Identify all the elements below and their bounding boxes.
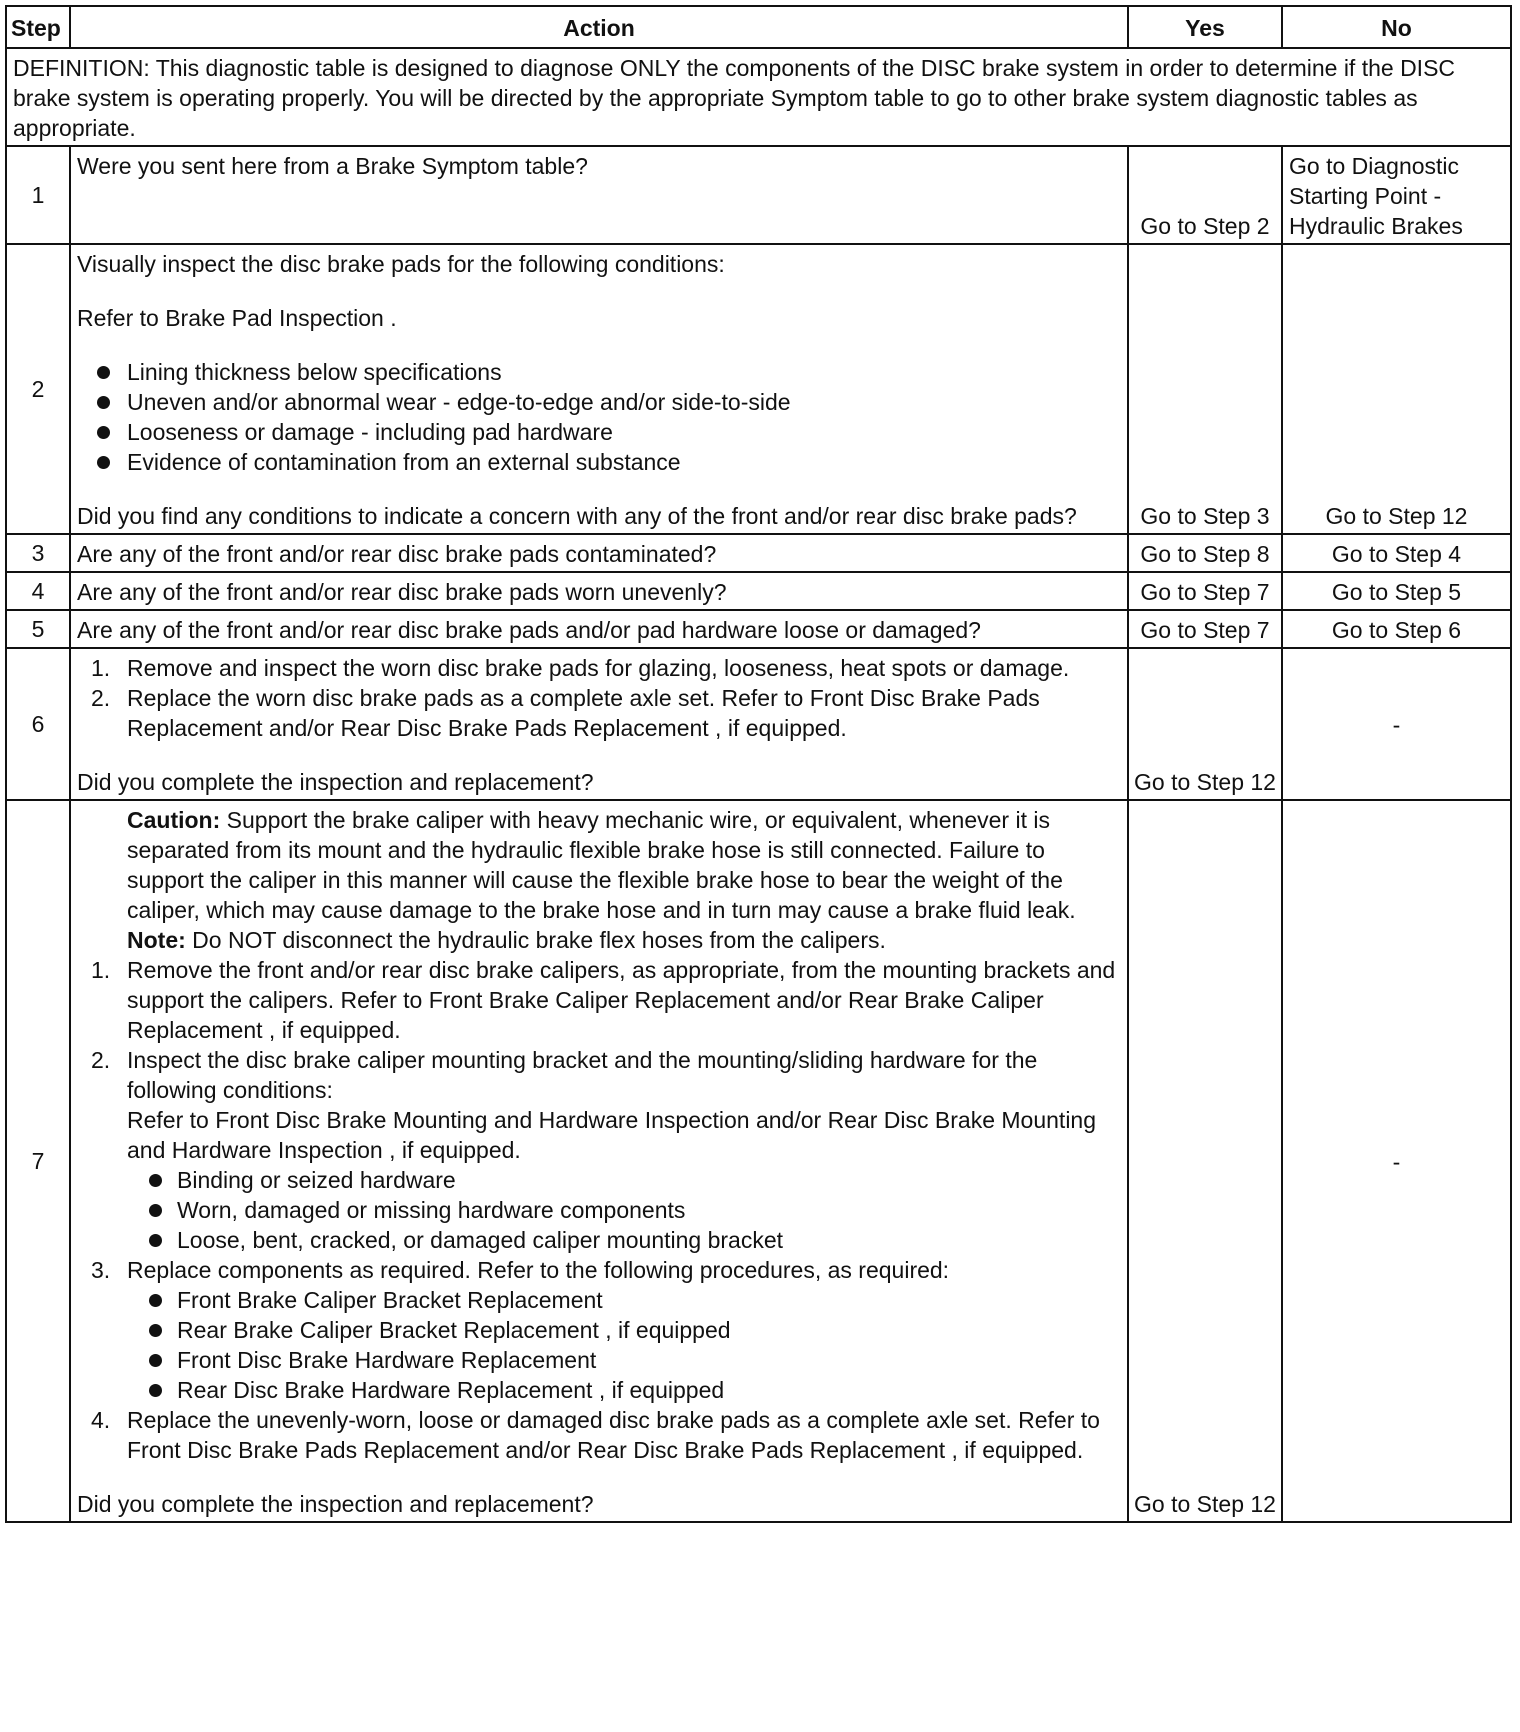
list-item: Front Disc Brake Hardware Replacement (127, 1345, 1121, 1375)
header-no: No (1282, 6, 1511, 48)
step-7-procedure-list (77, 955, 1121, 1465)
item-text: Inspect the disc brake caliper mounting bracket and the mounting/sliding hardware for the following conditions: (127, 1047, 1038, 1103)
note-text: Do NOT disconnect the hydraulic brake flex hoses from the calipers. (185, 927, 886, 953)
header-yes: Yes (1128, 6, 1282, 48)
step-1-no: Go to Diagnostic Starting Point - Hydraulic Brakes (1282, 146, 1511, 244)
definition-text: DEFINITION: This diagnostic table is designed to diagnose ONLY the components of the DISC brake system in order to determine if the DISC brake system is operating properly. You will be directed by the appropriate Symptom table to go to other brake system diagnostic tables as appropriate. (6, 48, 1511, 146)
diagnostic-table (5, 5, 1512, 1523)
item-refer: Refer to Front Disc Brake Mounting and Hardware Inspection and/or Rear Disc Brake Mounting and Hardware Inspection , if equipped. (127, 1107, 1097, 1163)
step-3-question: Are any of the front and/or rear disc brake pads contaminated? (70, 534, 1128, 572)
caution-note (77, 805, 1121, 925)
step-6-question: Did you complete the inspection and replacement? (77, 769, 594, 795)
list-item (77, 653, 1121, 683)
step-number: 5 (6, 610, 70, 648)
item-number: 2. (91, 1047, 111, 1073)
step-3-no: Go to Step 4 (1282, 534, 1511, 572)
step-2-action (70, 244, 1128, 534)
step-6-procedure-list (77, 653, 1121, 743)
list-item: Rear Disc Brake Hardware Replacement , if equipped (127, 1375, 1121, 1405)
table-row-step-6 (6, 648, 1511, 800)
step-2-no: Go to Step 12 (1282, 244, 1511, 534)
step-7-no: - (1282, 800, 1511, 1522)
list-item: Lining thickness below specifications (97, 357, 1121, 387)
list-item: Rear Brake Caliper Bracket Replacement , if equipped (127, 1315, 1121, 1345)
step-5-no: Go to Step 6 (1282, 610, 1511, 648)
step-number: 3 (6, 534, 70, 572)
item-text: Replace the worn disc brake pads as a complete axle set. Refer to Front Disc Brake Pads Replacement and/or Rear Disc Brake Pads Replacement , if equipped. (127, 685, 1040, 741)
item-number: 1. (91, 957, 111, 983)
step-1-question: Were you sent here from a Brake Symptom table? (77, 153, 588, 179)
item-number: 4. (91, 1407, 111, 1433)
table-row-step-4 (6, 572, 1511, 610)
header-action: Action (70, 6, 1128, 48)
step-number: 6 (6, 648, 70, 800)
list-item (77, 955, 1121, 1045)
step-number: 7 (6, 800, 70, 1522)
header-step: Step (6, 6, 70, 48)
step-6-no: - (1282, 648, 1511, 800)
table-row-step-5 (6, 610, 1511, 648)
list-item (77, 1405, 1121, 1465)
note-label: Note: (127, 927, 186, 953)
table-row-step-7 (6, 800, 1511, 1522)
step-7-action (70, 800, 1128, 1522)
item-text: Replace components as required. Refer to the following procedures, as required: (127, 1257, 950, 1283)
header-row (6, 6, 1511, 48)
step-number: 4 (6, 572, 70, 610)
step-number: 2 (6, 244, 70, 534)
table-row-step-3 (6, 534, 1511, 572)
list-item: Looseness or damage - including pad hardware (97, 417, 1121, 447)
item-text: Remove the front and/or rear disc brake calipers, as appropriate, from the mounting brackets and support the calipers. Refer to Front Brake Caliper Replacement and/or Rear Brake Caliper Replacement , if equipped. (127, 957, 1116, 1043)
table-row-step-1 (6, 146, 1511, 244)
step-number: 1 (6, 146, 70, 244)
item-text: Remove and inspect the worn disc brake pads for glazing, looseness, heat spots or damage. (127, 655, 1070, 681)
caution-text: Support the brake caliper with heavy mechanic wire, or equivalent, whenever it is separated from its mount and the hydraulic flexible brake hose is still connected. Failure to support the caliper in this manner will cause the flexible brake hose to bear the weight of the caliper, which may cause damage to the brake hose and in turn may cause a brake fluid leak. (127, 807, 1076, 923)
step-7-yes: Go to Step 12 (1128, 800, 1282, 1522)
step-5-question: Are any of the front and/or rear disc brake pads and/or pad hardware loose or damaged? (70, 610, 1128, 648)
caution-label: Caution: (127, 807, 221, 833)
table-row-step-2 (6, 244, 1511, 534)
step-6-yes: Go to Step 12 (1128, 648, 1282, 800)
procedure-sublist (127, 1285, 1121, 1405)
step-5-yes: Go to Step 7 (1128, 610, 1282, 648)
step-4-yes: Go to Step 7 (1128, 572, 1282, 610)
list-item: Front Brake Caliper Bracket Replacement (127, 1285, 1121, 1315)
list-item (77, 683, 1121, 743)
list-item: Uneven and/or abnormal wear - edge-to-edge and/or side-to-side (97, 387, 1121, 417)
step-4-question: Are any of the front and/or rear disc brake pads worn unevenly? (70, 572, 1128, 610)
step-2-intro: Visually inspect the disc brake pads for the following conditions: (77, 251, 725, 277)
step-7-question: Did you complete the inspection and replacement? (77, 1491, 594, 1517)
step-4-no: Go to Step 5 (1282, 572, 1511, 610)
list-item: Evidence of contamination from an external substance (97, 447, 1121, 477)
definition-row (6, 48, 1511, 146)
step-2-refer: Refer to Brake Pad Inspection . (77, 305, 397, 331)
diagnostic-table-page (5, 5, 1510, 1523)
step-2-yes: Go to Step 3 (1128, 244, 1282, 534)
list-item (77, 1045, 1121, 1255)
step-2-condition-list (77, 357, 1121, 477)
list-item: Worn, damaged or missing hardware components (127, 1195, 1121, 1225)
step-2-question: Did you find any conditions to indicate a concern with any of the front and/or rear disc brake pads? (77, 503, 1077, 529)
step-1-yes: Go to Step 2 (1128, 146, 1282, 244)
step-3-yes: Go to Step 8 (1128, 534, 1282, 572)
item-number: 3. (91, 1257, 111, 1283)
list-item: Binding or seized hardware (127, 1165, 1121, 1195)
note (77, 925, 1121, 955)
list-item (77, 1255, 1121, 1405)
step-1-action (70, 146, 1128, 244)
item-number: 1. (91, 655, 111, 681)
item-number: 2. (91, 685, 111, 711)
condition-sublist (127, 1165, 1121, 1255)
item-text: Replace the unevenly-worn, loose or damaged disc brake pads as a complete axle set. Refer to Front Disc Brake Pads Replacement and/or Rear Disc Brake Pads Replacement , if equipped. (127, 1407, 1100, 1463)
list-item: Loose, bent, cracked, or damaged caliper mounting bracket (127, 1225, 1121, 1255)
step-6-action (70, 648, 1128, 800)
